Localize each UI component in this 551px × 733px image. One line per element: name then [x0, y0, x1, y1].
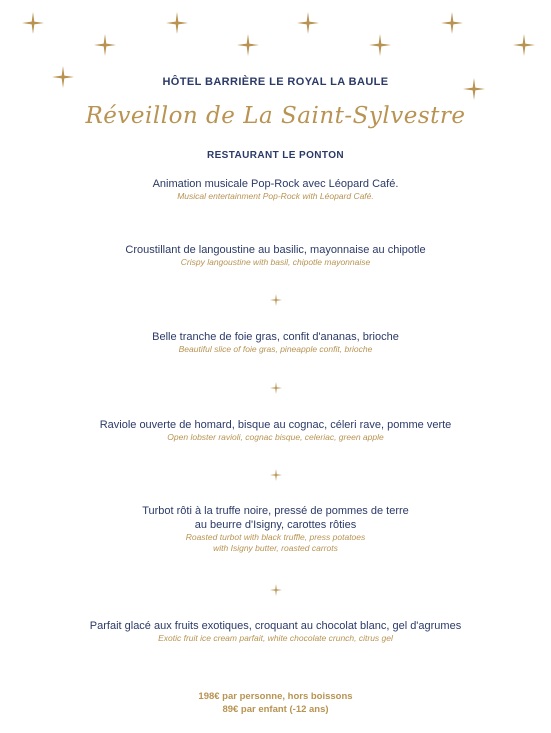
sparkle-star-icon	[297, 12, 319, 34]
menu-item	[0, 504, 551, 554]
adult-price: 198€ par personne, hors boissons	[198, 691, 353, 702]
dish-en: Crispy langoustine with basil, chipotle mayonnaise	[180, 257, 371, 267]
sparkle-star-icon	[441, 12, 463, 34]
menu-item	[0, 330, 551, 355]
animation-fr: Animation musicale Pop-Rock avec Léopard Café.	[152, 178, 399, 190]
dish-fr: Parfait glacé aux fruits exotiques, croquant au chocolat blanc, gel d'agrumes	[89, 620, 462, 632]
sparkle-divider-icon	[270, 584, 282, 596]
sparkle-star-icon	[369, 34, 391, 56]
dish-en: Exotic fruit ice cream parfait, white chocolate crunch, citrus gel	[158, 633, 393, 643]
menu-item	[0, 418, 551, 443]
sparkle-star-icon	[94, 34, 116, 56]
sparkle-star-icon	[22, 12, 44, 34]
hotel-name: HÔTEL BARRIÈRE LE ROYAL LA BAULE	[162, 76, 389, 88]
dish-en: Roasted turbot with black truffle, press potatoes	[185, 532, 366, 542]
dish-fr: Croustillant de langoustine au basilic, mayonnaise au chipotle	[125, 244, 426, 256]
sparkle-star-icon	[166, 12, 188, 34]
dish-fr: Raviole ouverte de homard, bisque au cognac, céleri rave, pomme verte	[99, 419, 452, 431]
animation-en: Musical entertainment Pop-Rock with Léopard Café.	[177, 191, 374, 201]
event-title: Réveillon de La Saint-Sylvestre	[85, 103, 466, 129]
animation-block	[0, 177, 551, 202]
menu-item	[0, 243, 551, 268]
child-price: 89€ par enfant (-12 ans)	[222, 704, 329, 715]
dish-en: with Isigny butter, roasted carrots	[213, 543, 338, 553]
sparkle-star-icon	[237, 34, 259, 56]
dish-en: Open lobster ravioli, cognac bisque, celeriac, green apple	[167, 432, 384, 442]
sparkle-divider-icon	[270, 469, 282, 481]
restaurant-name: RESTAURANT LE PONTON	[206, 150, 345, 161]
sparkle-star-icon	[513, 34, 535, 56]
pricing-block	[0, 690, 551, 716]
menu-item	[0, 619, 551, 644]
dish-fr: Turbot rôti à la truffe noire, pressé de pommes de terre	[142, 505, 409, 517]
dish-en: Beautiful slice of foie gras, pineapple confit, brioche	[178, 344, 373, 354]
dish-fr: Belle tranche de foie gras, confit d'ananas, brioche	[152, 331, 399, 343]
dish-fr: au beurre d'Isigny, carottes rôties	[194, 519, 357, 531]
sparkle-divider-icon	[270, 382, 282, 394]
sparkle-divider-icon	[270, 294, 282, 306]
